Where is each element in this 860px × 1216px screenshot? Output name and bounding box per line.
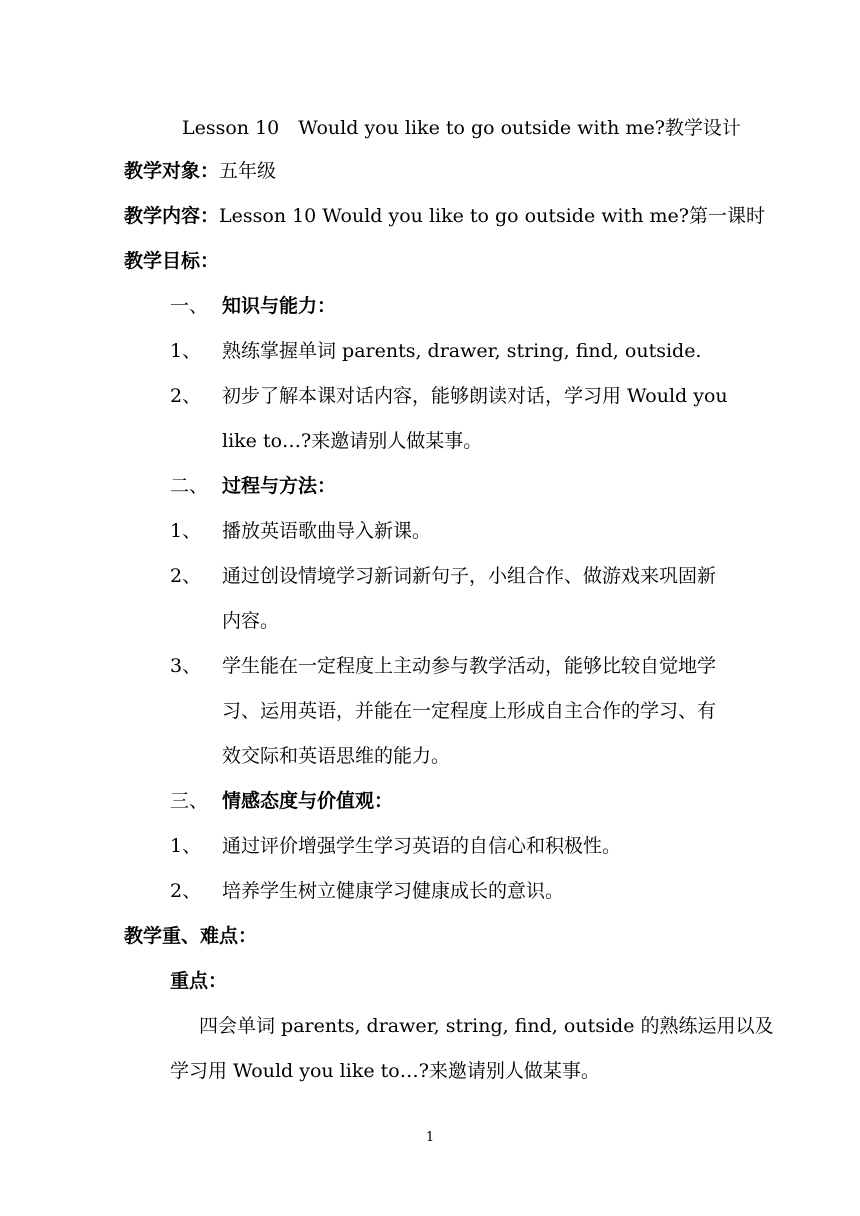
- item-text: 内容。: [222, 610, 280, 632]
- content-value: Lesson 10 Would you like to go outside with me?第一课时: [219, 205, 765, 227]
- item-number: 1、: [170, 340, 202, 362]
- item-text: 培养学生树立健康学习健康成长的意识。: [222, 880, 565, 902]
- item-text: 效交际和英语思维的能力。: [222, 745, 451, 767]
- key-difficult-label: 教学重、难点：: [124, 925, 258, 947]
- content-label: 教学内容：: [124, 205, 220, 227]
- item-text: 熟练掌握单词 parents, drawer, string, find, outside.: [222, 340, 702, 362]
- target-label: 教学对象：: [124, 160, 220, 182]
- section-number: 一、: [170, 295, 209, 317]
- item-text: 播放英语歌曲导入新课。: [222, 520, 432, 542]
- section-number: 三、: [170, 790, 209, 812]
- key-text: 四会单词 parents, drawer, string, find, outside 的熟练运用以及: [199, 1015, 774, 1037]
- key-label: 重点：: [170, 970, 228, 992]
- item-number: 2、: [170, 385, 202, 407]
- item-number: 1、: [170, 520, 202, 542]
- item-text: 习、运用英语，并能在一定程度上形成自主合作的学习、有: [222, 700, 717, 722]
- item-number: 1、: [170, 835, 202, 857]
- item-number: 2、: [170, 880, 202, 902]
- document-title: Lesson 10 Would you like to go outside with me?教学设计: [182, 117, 741, 139]
- content-row: [124, 204, 765, 228]
- item-text: 初步了解本课对话内容，能够朗读对话，学习用 Would you: [222, 385, 728, 407]
- goals-label: 教学目标：: [124, 250, 220, 272]
- item-number: 3、: [170, 655, 202, 677]
- target-row: [124, 159, 276, 183]
- item-text: 学生能在一定程度上主动参与教学活动，能够比较自觉地学: [222, 655, 717, 677]
- item-text: 通过评价增强学生学习英语的自信心和积极性。: [222, 835, 622, 857]
- target-value: 五年级: [219, 160, 277, 182]
- section-number: 二、: [170, 475, 209, 497]
- section-heading: 过程与方法：: [222, 475, 337, 497]
- section-heading: 情感态度与价值观：: [222, 790, 394, 812]
- item-number: 2、: [170, 565, 202, 587]
- item-text: like to…?来邀请别人做某事。: [222, 430, 483, 452]
- item-text: 通过创设情境学习新词新句子，小组合作、做游戏来巩固新: [222, 565, 717, 587]
- page-number: 1: [425, 1130, 435, 1145]
- section-heading: 知识与能力：: [222, 295, 337, 317]
- key-text: 学习用 Would you like to…?来邀请别人做某事。: [170, 1060, 600, 1082]
